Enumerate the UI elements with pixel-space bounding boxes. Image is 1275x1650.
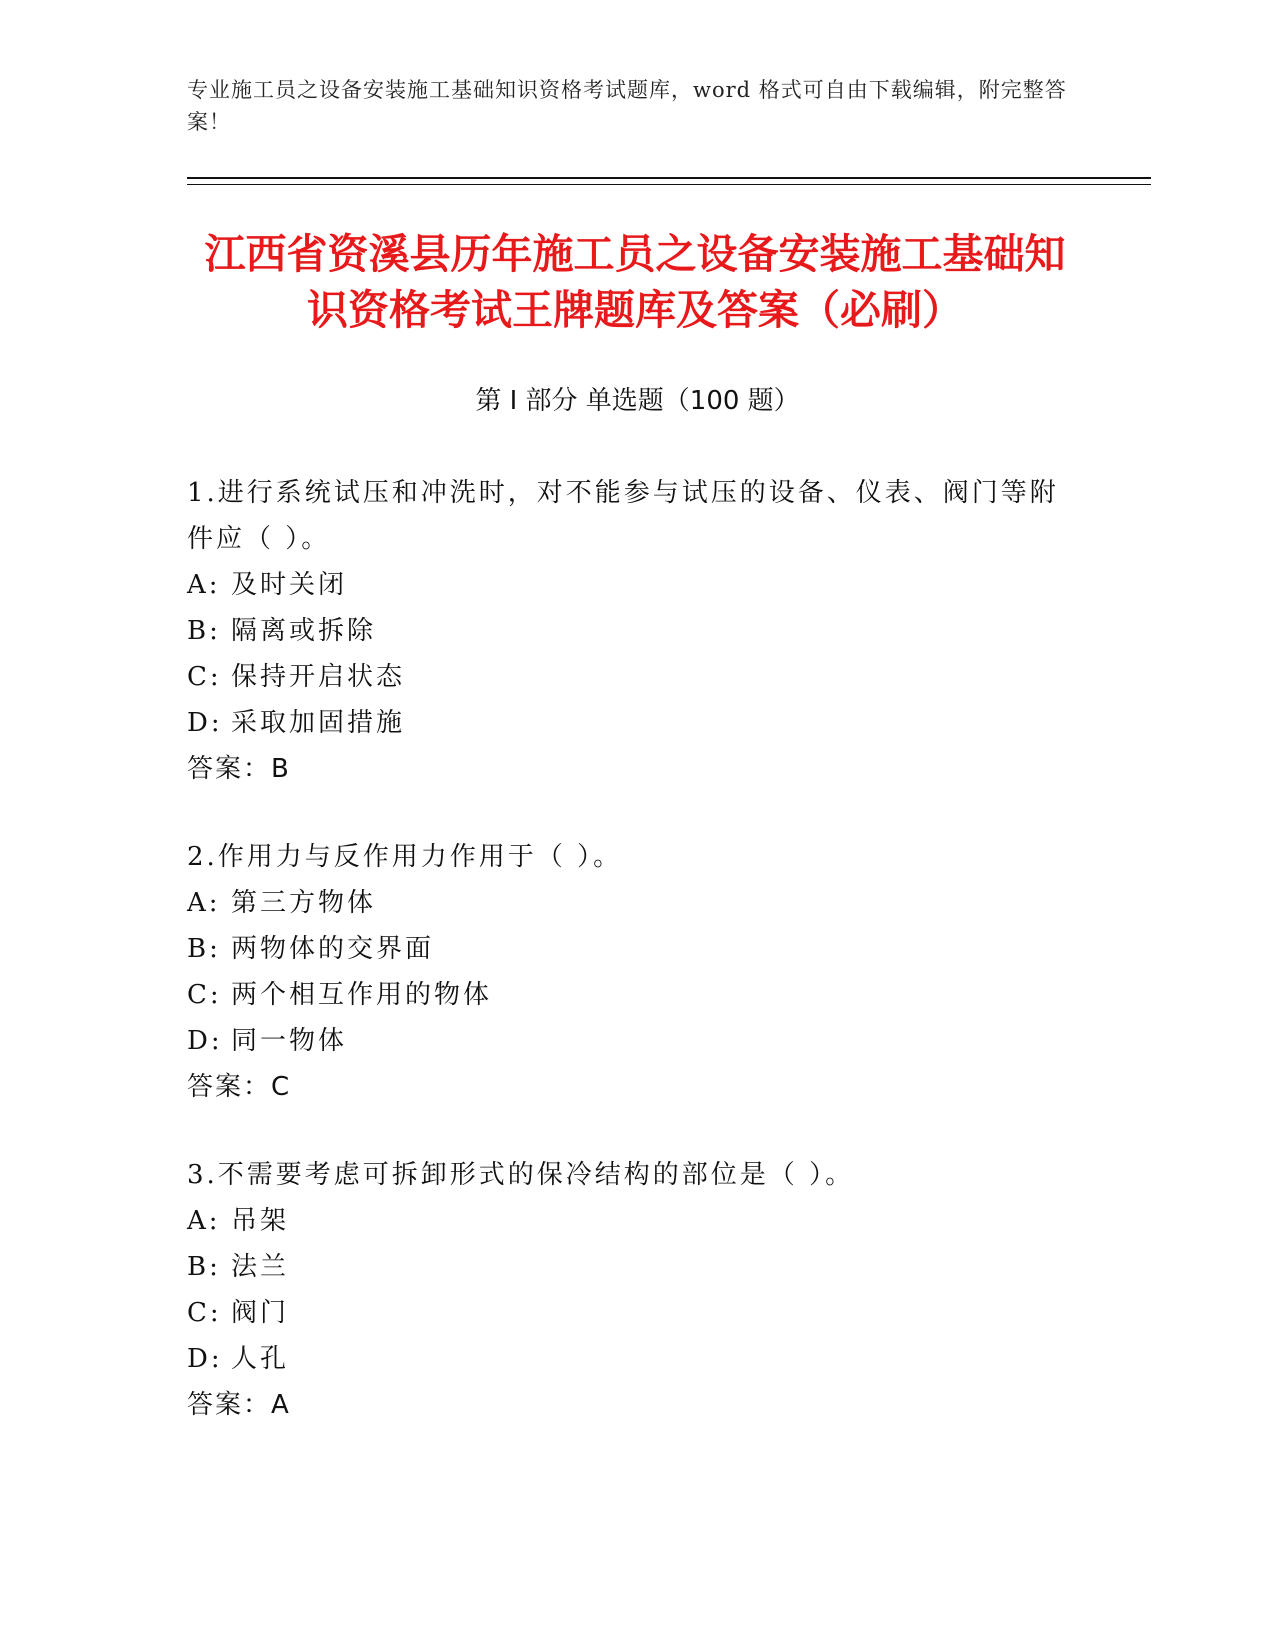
- answer-line: 答案：C: [187, 1072, 292, 1102]
- question-1: [187, 470, 1087, 792]
- option-letter: C:: [187, 1298, 222, 1328]
- option-letter: C:: [187, 662, 222, 692]
- question-stem: 1.进行系统试压和冲洗时，对不能参与试压的设备、仪表、阀门等附件应（ ）。: [187, 478, 1059, 554]
- option-b: [187, 926, 1087, 972]
- option-letter: B:: [187, 616, 221, 646]
- option-letter: B:: [187, 934, 221, 964]
- option-text: 法兰: [231, 1252, 290, 1282]
- option-letter: A:: [187, 570, 221, 600]
- option-d: [187, 700, 1087, 746]
- option-text: 保持开启状态: [231, 662, 406, 692]
- header-divider-thin: [187, 184, 1151, 185]
- document-title: 江西省资溪县历年施工员之设备安装施工基础知识资格考试王牌题库及答案（必刷）: [204, 230, 1066, 334]
- option-letter: B:: [187, 1252, 221, 1282]
- option-b: [187, 1244, 1087, 1290]
- question-3: [187, 1152, 1087, 1428]
- option-d: [187, 1018, 1087, 1064]
- option-text: 人孔: [231, 1344, 290, 1374]
- option-letter: A:: [187, 888, 221, 918]
- option-letter: A:: [187, 1206, 221, 1236]
- option-a: [187, 562, 1087, 608]
- question-stem: 2.作用力与反作用力作用于（ ）。: [187, 842, 623, 872]
- header-divider-thick: [187, 177, 1151, 179]
- option-text: 同一物体: [231, 1026, 348, 1056]
- option-d: [187, 1336, 1087, 1382]
- option-text: 吊架: [231, 1206, 290, 1236]
- question-list: [187, 470, 1087, 1470]
- answer-line: 答案：A: [187, 1390, 291, 1420]
- header-note: 专业施工员之设备安装施工基础知识资格考试题库，word 格式可自由下载编辑，附完整答案！: [187, 78, 1067, 134]
- option-text: 阀门: [231, 1298, 290, 1328]
- option-c: [187, 654, 1087, 700]
- option-letter: D:: [187, 708, 223, 738]
- option-text: 及时关闭: [231, 570, 348, 600]
- option-text: 两物体的交界面: [231, 934, 435, 964]
- answer-line: 答案：B: [187, 754, 291, 784]
- option-text: 隔离或拆除: [231, 616, 377, 646]
- question-2: [187, 834, 1087, 1110]
- option-text: 两个相互作用的物体: [231, 980, 493, 1010]
- option-a: [187, 880, 1087, 926]
- option-a: [187, 1198, 1087, 1244]
- option-letter: D:: [187, 1344, 223, 1374]
- option-letter: C:: [187, 980, 222, 1010]
- option-text: 第三方物体: [231, 888, 377, 918]
- question-stem: 3.不需要考虑可拆卸形式的保冷结构的部位是（ ）。: [187, 1160, 855, 1190]
- option-letter: D:: [187, 1026, 223, 1056]
- option-text: 采取加固措施: [231, 708, 406, 738]
- option-c: [187, 1290, 1087, 1336]
- option-c: [187, 972, 1087, 1018]
- option-b: [187, 608, 1087, 654]
- section-heading: 第 I 部分 单选题（100 题）: [475, 386, 800, 416]
